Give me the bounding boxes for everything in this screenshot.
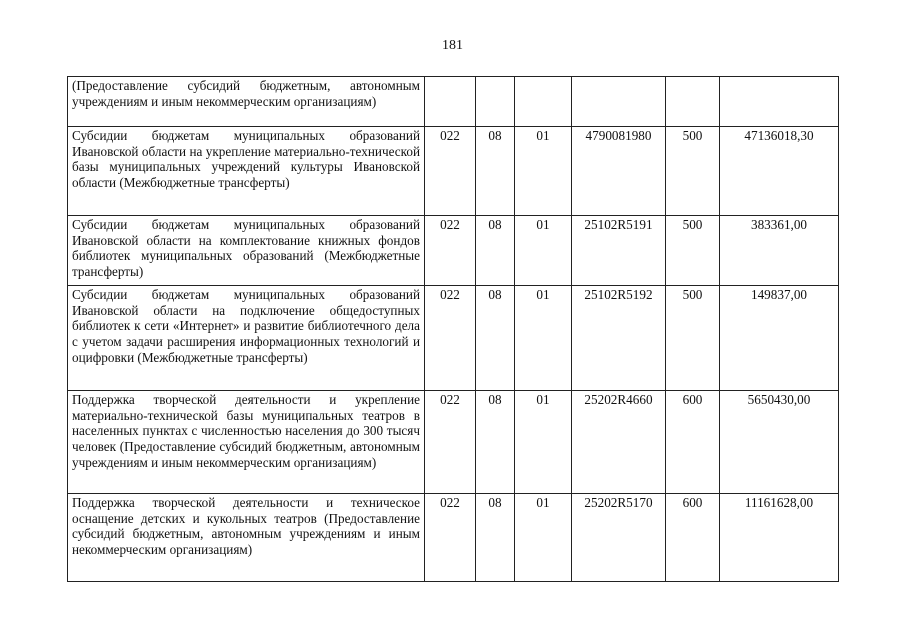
ved-code: 022 bbox=[425, 127, 476, 216]
table-row bbox=[68, 286, 839, 391]
target-article-code: 25102R5192 bbox=[572, 286, 666, 391]
expense-type-code: 600 bbox=[666, 494, 720, 582]
subsection-code: 01 bbox=[515, 391, 572, 494]
section-code: 08 bbox=[476, 127, 515, 216]
amount: 149837,00 bbox=[720, 286, 839, 391]
table-row bbox=[68, 494, 839, 582]
subsection-code: 01 bbox=[515, 494, 572, 582]
row-description: Субсидии бюджетам муниципальных образований Ивановской области на комплектование книжных фондов библиотек муниципальных образований (Межбюджетные трансферты) bbox=[68, 216, 425, 286]
subsection-code: 01 bbox=[515, 286, 572, 391]
amount: 383361,00 bbox=[720, 216, 839, 286]
section-code: 08 bbox=[476, 391, 515, 494]
expense-type-code: 600 bbox=[666, 391, 720, 494]
amount: 5650430,00 bbox=[720, 391, 839, 494]
table-row bbox=[68, 216, 839, 286]
target-article-code: 4790081980 bbox=[572, 127, 666, 216]
expense-type-code: 500 bbox=[666, 127, 720, 216]
target-article-code: 25202R5170 bbox=[572, 494, 666, 582]
section-code: 08 bbox=[476, 494, 515, 582]
amount bbox=[720, 77, 839, 127]
ved-code: 022 bbox=[425, 391, 476, 494]
expense-type-code: 500 bbox=[666, 286, 720, 391]
row-description: (Предоставление субсидий бюджетным, автономным учреждениям и иным некоммерческим организациям) bbox=[68, 77, 425, 127]
table-row bbox=[68, 77, 839, 127]
table-row bbox=[68, 391, 839, 494]
row-description: Субсидии бюджетам муниципальных образований Ивановской области на укрепление материально-технической базы муниципальных учреждений культуры Ивановской области (Межбюджетные трансферты) bbox=[68, 127, 425, 216]
section-code: 08 bbox=[476, 216, 515, 286]
row-description: Субсидии бюджетам муниципальных образований Ивановской области на подключение общедоступных библиотек к сети «Интернет» и развитие библиотечного дела с учетом задачи расширения информационных технологий и оцифровки (Межбюджетные трансферты) bbox=[68, 286, 425, 391]
amount: 11161628,00 bbox=[720, 494, 839, 582]
ved-code: 022 bbox=[425, 286, 476, 391]
page-number: 181 bbox=[442, 38, 463, 53]
expense-type-code: 500 bbox=[666, 216, 720, 286]
budget-table bbox=[67, 76, 839, 582]
row-description: Поддержка творческой деятельности и техническое оснащение детских и кукольных театров (Предоставление субсидий бюджетным, автономным учреждениям и иным некоммерческим организациям) bbox=[68, 494, 425, 582]
section-code: 08 bbox=[476, 286, 515, 391]
target-article-code: 25202R4660 bbox=[572, 391, 666, 494]
ved-code: 022 bbox=[425, 494, 476, 582]
target-article-code bbox=[572, 77, 666, 127]
subsection-code bbox=[515, 77, 572, 127]
table-row bbox=[68, 127, 839, 216]
expense-type-code bbox=[666, 77, 720, 127]
section-code bbox=[476, 77, 515, 127]
subsection-code: 01 bbox=[515, 127, 572, 216]
target-article-code: 25102R5191 bbox=[572, 216, 666, 286]
ved-code: 022 bbox=[425, 216, 476, 286]
amount: 47136018,30 bbox=[720, 127, 839, 216]
row-description: Поддержка творческой деятельности и укрепление материально-технической базы муниципальных театров в населенных пунктах с численностью населения до 300 тысяч человек (Предоставление субсидий бюджетным, автономным учреждениям и иным некоммерческим организациям) bbox=[68, 391, 425, 494]
subsection-code: 01 bbox=[515, 216, 572, 286]
ved-code bbox=[425, 77, 476, 127]
